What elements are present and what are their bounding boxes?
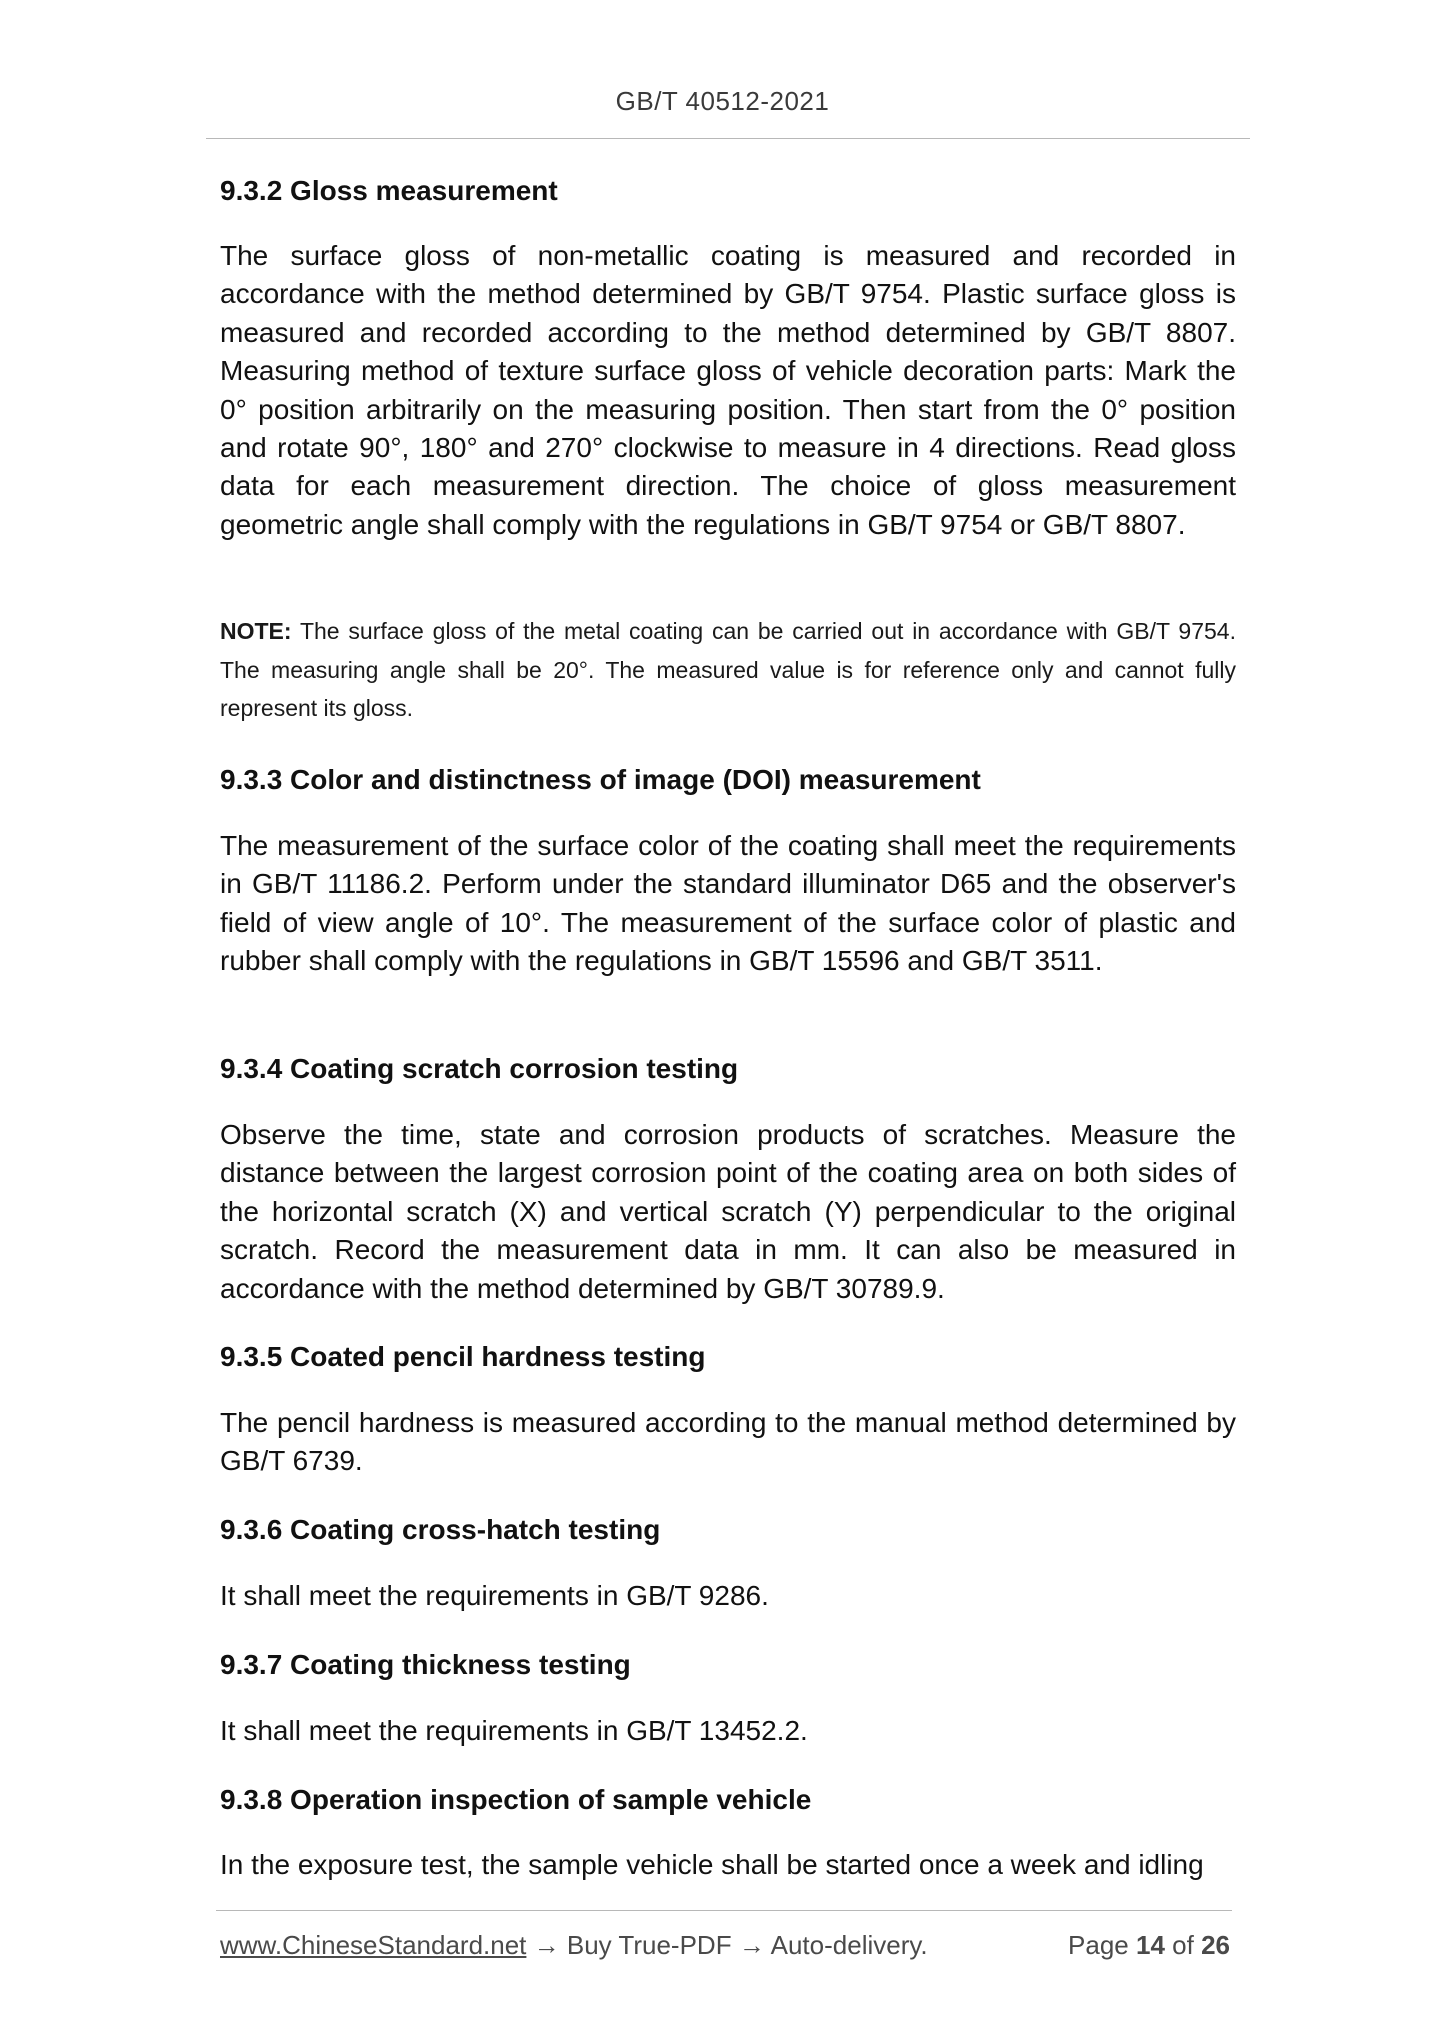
page-total: 26 xyxy=(1201,1930,1230,1960)
section-heading-9-3-2: 9.3.2 Gloss measurement xyxy=(220,175,558,206)
arrow-right-icon: → xyxy=(533,1930,560,1960)
page-indicator xyxy=(1068,1926,1230,1964)
note-text: The surface gloss of the metal coating can be carried out in accordance with GB/T 9754. The measuring angle shall be 20°. The measured value is for reference only and cannot fully represent its gloss. xyxy=(220,618,1236,722)
document-code-header: GB/T 40512-2021 xyxy=(615,86,830,116)
footer-promo xyxy=(220,1926,928,1964)
note-label: NOTE: xyxy=(220,618,292,644)
section-heading-9-3-8: 9.3.8 Operation inspection of sample vehicle xyxy=(220,1784,812,1815)
footer-divider xyxy=(216,1910,1232,1911)
auto-delivery-text: Auto-delivery. xyxy=(770,1930,928,1960)
section-body-9-3-4: Observe the time, state and corrosion products of scratches. Measure the distance between the largest corrosion point of the coating area on both sides of the horizontal scratch (X) and vertical scratch (Y) perpendicular to the original scratch. Record the measurement data in mm. It can also be measured in accordance with the method determined by GB/T 30789.9. xyxy=(220,1119,1236,1304)
page-of-label: of xyxy=(1172,1930,1194,1960)
section-body-9-3-8: In the exposure test, the sample vehicle shall be started once a week and idling xyxy=(220,1849,1204,1880)
section-heading-9-3-7: 9.3.7 Coating thickness testing xyxy=(220,1649,631,1680)
page-label: Page xyxy=(1068,1930,1129,1960)
section-note-9-3-2 xyxy=(220,612,1236,728)
section-heading-9-3-3: 9.3.3 Color and distinctness of image (DOI) measurement xyxy=(220,764,981,795)
header-divider xyxy=(206,138,1250,139)
section-heading-9-3-5: 9.3.5 Coated pencil hardness testing xyxy=(220,1341,706,1372)
section-body-9-3-7: It shall meet the requirements in GB/T 13452.2. xyxy=(220,1715,808,1746)
section-body-9-3-6: It shall meet the requirements in GB/T 9286. xyxy=(220,1580,769,1611)
section-body-9-3-5: The pencil hardness is measured according to the manual method determined by GB/T 6739. xyxy=(220,1407,1236,1477)
section-heading-9-3-4: 9.3.4 Coating scratch corrosion testing xyxy=(220,1053,739,1084)
section-heading-9-3-6: 9.3.6 Coating cross-hatch testing xyxy=(220,1514,661,1545)
website-link[interactable]: www.ChineseStandard.net xyxy=(220,1930,527,1960)
page-current: 14 xyxy=(1136,1930,1165,1960)
buy-true-pdf-text: Buy True-PDF xyxy=(566,1930,732,1960)
section-body-9-3-3: The measurement of the surface color of the coating shall meet the requirements in GB/T 11186.2. Perform under the standard illuminator D65 and the observer's field of view angle of 10°. The measurement of the surface color of plastic and rubber shall comply with the regulations in GB/T 15596 and GB/T 3511. xyxy=(220,830,1236,977)
section-body-9-3-2: The surface gloss of non-metallic coating is measured and recorded in accordance with the method determined by GB/T 9754. Plastic surface gloss is measured and recorded according to the method determined by GB/T 8807. Measuring method of texture surface gloss of vehicle decoration parts: Mark the 0° position arbitrarily on the measuring position. Then start from the 0° position and rotate 90°, 180° and 270° clockwise to measure in 4 directions. Read gloss data for each measurement direction. The choice of gloss measurement geometric angle shall comply with the regulations in GB/T 9754 or GB/T 8807. xyxy=(220,240,1236,540)
arrow-right-icon: → xyxy=(738,1930,765,1960)
page-footer xyxy=(220,1926,1230,1964)
